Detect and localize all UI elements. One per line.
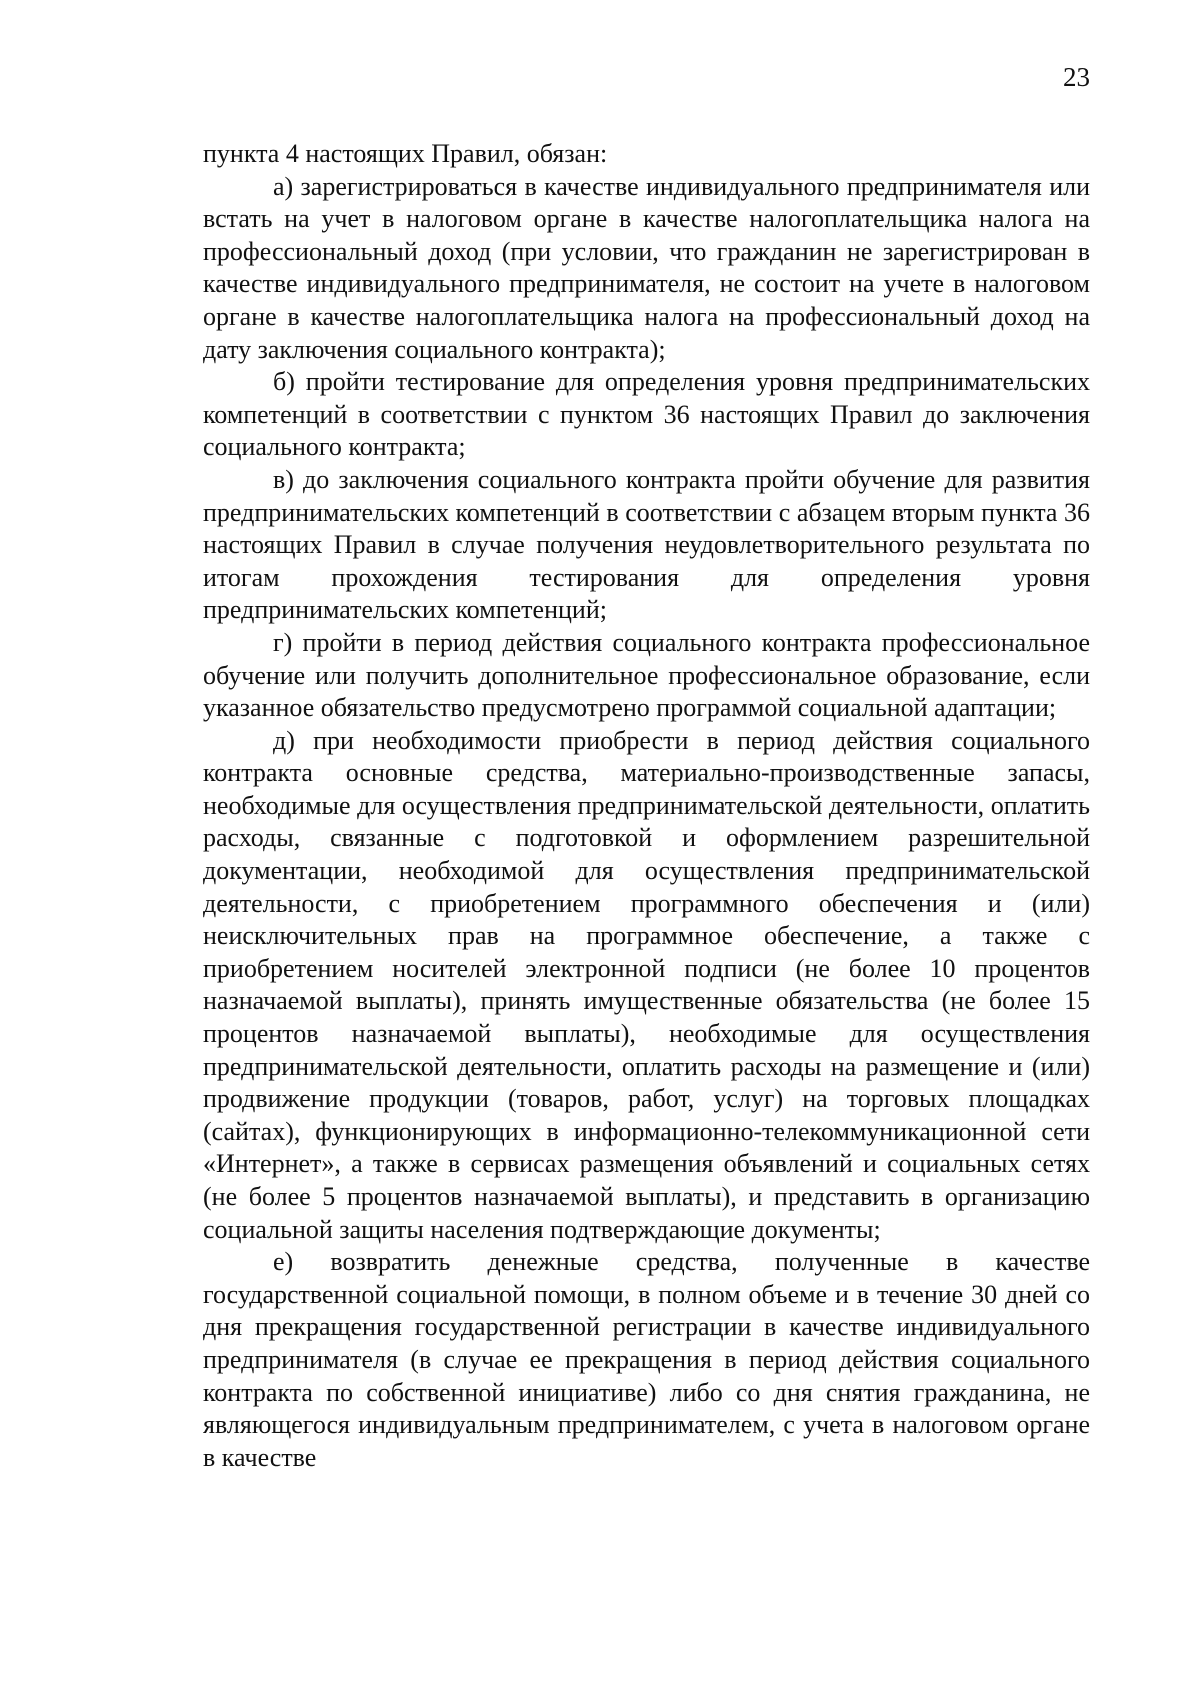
- paragraph-item-a: а) зарегистрироваться в качестве индивидуального предпринимателя или встать на учет в налоговом органе в качестве налогоплательщика налога на профессиональный доход (при условии, что гражданин не зарегистрирован в качестве индивидуального предпринимателя, не состоит на учете в налоговом органе в качестве налогоплательщика налога на профессиональный доход на дату заключения социального контракта);: [203, 171, 1090, 364]
- paragraph-item-d: д) при необходимости приобрести в период действия социального контракта основные средства, материально-производственные запасы, необходимые для осуществления предпринимательской деятельности, оплатить расходы, связанные с подготовкой и оформлением разрешительной документации, необходимой для осуществления предпринимательской деятельности, с приобретением программного обеспечения и (или) неисключительных прав на программное обеспечение, а также с приобретением носителей электронной подписи (не более 10 процентов назначаемой выплаты), принять имущественные обязательства (не более 15 процентов назначаемой выплаты), необходимые для осуществления предпринимательской деятельности, оплатить расходы на размещение и (или) продвижение продукции (товаров, работ, услуг) на торговых площадках (сайтах), функционирующих в информационно-телекоммуникационной сети «Интернет», а также в сервисах размещения объявлений и социальных сетях (не более 5 процентов назначаемой выплаты), и представить в организацию социальной защиты населения подтверждающие документы;: [203, 725, 1090, 1244]
- document-body: [203, 138, 1090, 1474]
- paragraph-item-e: е) возвратить денежные средства, полученные в качестве государственной социальной помощи, в полном объеме и в течение 30 дней со дня прекращения государственной регистрации в качестве индивидуального предпринимателя (в случае ее прекращения в период действия социального контракта по собственной инициативе) либо со дня снятия гражданина, не являющегося индивидуальным предпринимателем, с учета в налоговом органе в качестве: [203, 1247, 1090, 1472]
- paragraph-item-b: б) пройти тестирование для определения уровня предпринимательских компетенций в соответствии с пунктом 36 настоящих Правил до заключения социального контракта;: [203, 367, 1090, 462]
- paragraph-item-v: в) до заключения социального контракта пройти обучение для развития предпринимательских компетенций в соответствии с абзацем вторым пункта 36 настоящих Правил в случае получения неудовлетворительного результата по итогам прохождения тестирования для определения уровня предпринимательских компетенций;: [203, 464, 1090, 625]
- page-number: 23: [1063, 62, 1090, 92]
- paragraph-item-g: г) пройти в период действия социального контракта профессиональное обучение или получить дополнительное профессиональное образование, если указанное обязательство предусмотрено программой социальной адаптации;: [203, 627, 1090, 723]
- paragraph-intro: пункта 4 настоящих Правил, обязан:: [203, 139, 608, 168]
